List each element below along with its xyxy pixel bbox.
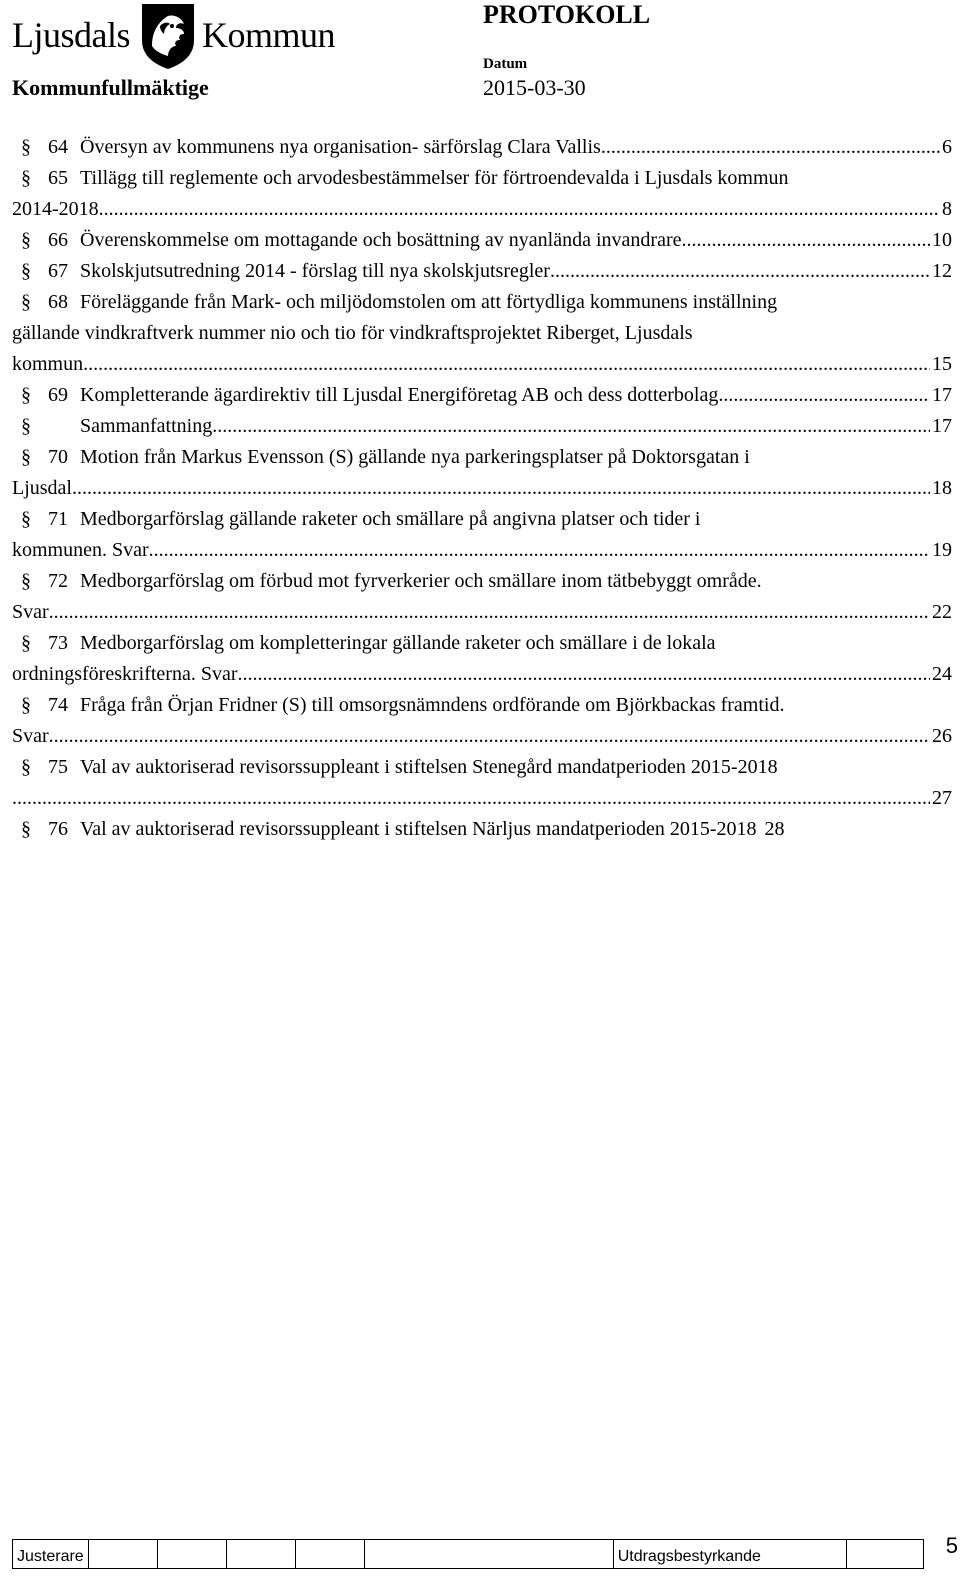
- toc-entry: [12, 256, 952, 287]
- toc-line: [12, 132, 952, 163]
- toc-entry: [12, 287, 952, 380]
- justerare-box-4: [295, 1540, 364, 1569]
- page-number: 5: [945, 1533, 958, 1558]
- toc-line: [12, 566, 952, 597]
- page-ref: 17: [932, 384, 952, 406]
- justerare-box-1: [88, 1540, 157, 1569]
- toc-line: [12, 473, 952, 504]
- section-number: 70: [48, 446, 68, 468]
- section-symbol: §: [21, 136, 31, 158]
- section-number: 76: [48, 818, 68, 840]
- toc-line: [12, 349, 952, 380]
- page-ref: 6: [942, 136, 952, 158]
- toc-line: [12, 194, 952, 225]
- utdrag-label: Utdragsbestyrkande: [613, 1540, 846, 1569]
- section-number: 74: [48, 694, 68, 716]
- section-title: Föreläggande från Mark- och miljödomstolen om att förtydliga kommunens inställning: [80, 291, 778, 313]
- toc-entry: [12, 411, 952, 442]
- section-number: 75: [48, 756, 68, 778]
- page-ref: 17: [932, 415, 952, 437]
- section-title: Överenskommelse om mottagande och bosättning av nyanlända invandrare: [80, 229, 682, 251]
- page-ref: 27: [932, 787, 952, 809]
- dot-leader: [49, 721, 930, 752]
- page-ref: 19: [932, 539, 952, 561]
- section-symbol: §: [21, 694, 31, 716]
- section-symbol: §: [21, 756, 31, 778]
- dot-leader: [681, 225, 930, 256]
- dot-leader: [149, 535, 930, 566]
- document-type: PROTOKOLL: [483, 0, 651, 29]
- justerare-box-5: [364, 1540, 613, 1569]
- toc-line: [12, 535, 952, 566]
- toc-line: [12, 256, 952, 287]
- page-ref: 28: [764, 818, 785, 840]
- section-title: Val av auktoriserad revisorssuppleant i stiftelsen Stenegård mandatperioden 2015-2018: [80, 756, 778, 778]
- logo-text-left: Ljusdals: [12, 15, 130, 55]
- dot-leader: [212, 411, 930, 442]
- page-ref: 10: [932, 229, 952, 251]
- toc-line: [12, 411, 952, 442]
- section-title: gällande vindkraftverk nummer nio och tio för vindkraftsprojektet Riberget, Ljusdals: [12, 322, 693, 344]
- toc-line: [12, 721, 952, 752]
- section-symbol: §: [21, 229, 31, 251]
- toc-entry: [12, 442, 952, 504]
- section-title: Svar: [12, 725, 49, 747]
- toc-line: [12, 752, 952, 783]
- section-number: 67: [48, 260, 68, 282]
- section-symbol: §: [21, 508, 31, 530]
- section-title: Tillägg till reglemente och arvodesbestämmelser för förtroendevalda i Ljusdals kommun: [80, 167, 789, 189]
- section-symbol: §: [21, 818, 31, 840]
- section-symbol: §: [21, 384, 31, 406]
- section-number: 73: [48, 632, 68, 654]
- date-label: Datum: [483, 56, 528, 72]
- toc-entry: [12, 566, 952, 628]
- dot-leader: [550, 256, 930, 287]
- dot-leader: [83, 349, 930, 380]
- utdrag-box: [846, 1540, 923, 1569]
- toc-entry: [12, 814, 952, 845]
- section-title: Val av auktoriserad revisorssuppleant i stiftelsen Närljus mandatperioden 2015-2018: [80, 818, 757, 840]
- section-number: 72: [48, 570, 68, 592]
- dot-leader: [99, 194, 940, 225]
- section-number: 66: [48, 229, 68, 251]
- page-ref: 12: [932, 260, 952, 282]
- section-title: kommunen. Svar: [12, 539, 149, 561]
- dot-leader: [601, 132, 940, 163]
- section-symbol: §: [21, 167, 31, 189]
- section-title: Svar: [12, 601, 49, 623]
- toc-entry: [12, 752, 952, 814]
- toc-line: [12, 628, 952, 659]
- toc-line: [12, 690, 952, 721]
- section-title: Kompletterande ägardirektiv till Ljusdal Energiföretag AB och dess dotterbolag: [80, 384, 719, 406]
- toc-entry: [12, 225, 952, 256]
- toc-entry: [12, 690, 952, 752]
- section-title: Ljusdal: [12, 477, 72, 499]
- toc-line: [12, 442, 952, 473]
- section-title: Översyn av kommunens nya organisation- särförslag Clara Vallis: [80, 136, 601, 158]
- municipality-logo: [12, 2, 336, 72]
- page-ref: 15: [932, 353, 952, 375]
- justerare-box-3: [226, 1540, 295, 1569]
- toc-entry: [12, 504, 952, 566]
- section-title: ordningsföreskrifterna. Svar: [12, 663, 238, 685]
- dot-leader: [49, 597, 930, 628]
- toc-line: [12, 380, 952, 411]
- footer-signature-table: [12, 1539, 924, 1569]
- section-symbol: §: [21, 260, 31, 282]
- logo-text-right: Kommun: [202, 15, 336, 55]
- meeting-date: 2015-03-30: [483, 75, 586, 100]
- section-title: Medborgarförslag om kompletteringar gällande raketer och smällare i de lokala: [80, 632, 716, 654]
- page-ref: 8: [942, 198, 952, 220]
- section-title: 2014-2018: [12, 198, 99, 220]
- page-header: [0, 0, 960, 110]
- section-number: 71: [48, 508, 68, 530]
- section-number: 65: [48, 167, 68, 189]
- section-title: Medborgarförslag gällande raketer och smällare på angivna platser och tider i: [80, 508, 701, 530]
- toc-line: [12, 597, 952, 628]
- section-title: Sammanfattning: [80, 415, 213, 437]
- section-symbol: §: [21, 632, 31, 654]
- page-ref: 22: [932, 601, 952, 623]
- table-of-contents: [12, 132, 952, 845]
- section-title: kommun: [12, 353, 84, 375]
- page-ref: 18: [932, 477, 952, 499]
- lion-crest-icon: [138, 2, 198, 70]
- page-ref: 24: [932, 663, 952, 685]
- section-number: 68: [48, 291, 68, 313]
- toc-line: [12, 814, 952, 845]
- section-symbol: §: [21, 570, 31, 592]
- toc-entry: [12, 163, 952, 225]
- dot-leader: [718, 380, 930, 411]
- toc-line: [12, 287, 952, 318]
- section-title: Skolskjutsutredning 2014 - förslag till nya skolskjutsregler: [80, 260, 550, 282]
- dot-leader: [72, 473, 930, 504]
- section-symbol: §: [21, 291, 31, 313]
- section-title: Fråga från Örjan Fridner (S) till omsorgsnämndens ordförande om Björkbackas framtid.: [80, 694, 785, 716]
- section-title: Motion från Markus Evensson (S) gällande nya parkeringsplatser på Doktorsgatan i: [80, 446, 750, 468]
- toc-line: [12, 659, 952, 690]
- justerare-box-2: [157, 1540, 226, 1569]
- toc-line: [12, 163, 952, 194]
- toc-entry: [12, 628, 952, 690]
- toc-line: [12, 318, 952, 349]
- toc-entry: [12, 132, 952, 163]
- page-ref: 26: [932, 725, 952, 747]
- page-footer: [12, 1533, 958, 1583]
- section-symbol: §: [21, 415, 31, 437]
- toc-line: [12, 783, 952, 814]
- section-title: Medborgarförslag om förbud mot fyrverkerier och smällare inom tätbebyggt område.: [80, 570, 762, 592]
- section-number: 69: [48, 384, 68, 406]
- justerare-label: Justerare: [13, 1540, 89, 1569]
- section-symbol: §: [21, 446, 31, 468]
- dot-leader: [238, 659, 931, 690]
- toc-line: [12, 504, 952, 535]
- toc-entry: [12, 380, 952, 411]
- section-number: 64: [48, 136, 68, 158]
- dot-leader: [12, 783, 930, 814]
- body-name: Kommunfullmäktige: [12, 75, 209, 100]
- toc-line: [12, 225, 952, 256]
